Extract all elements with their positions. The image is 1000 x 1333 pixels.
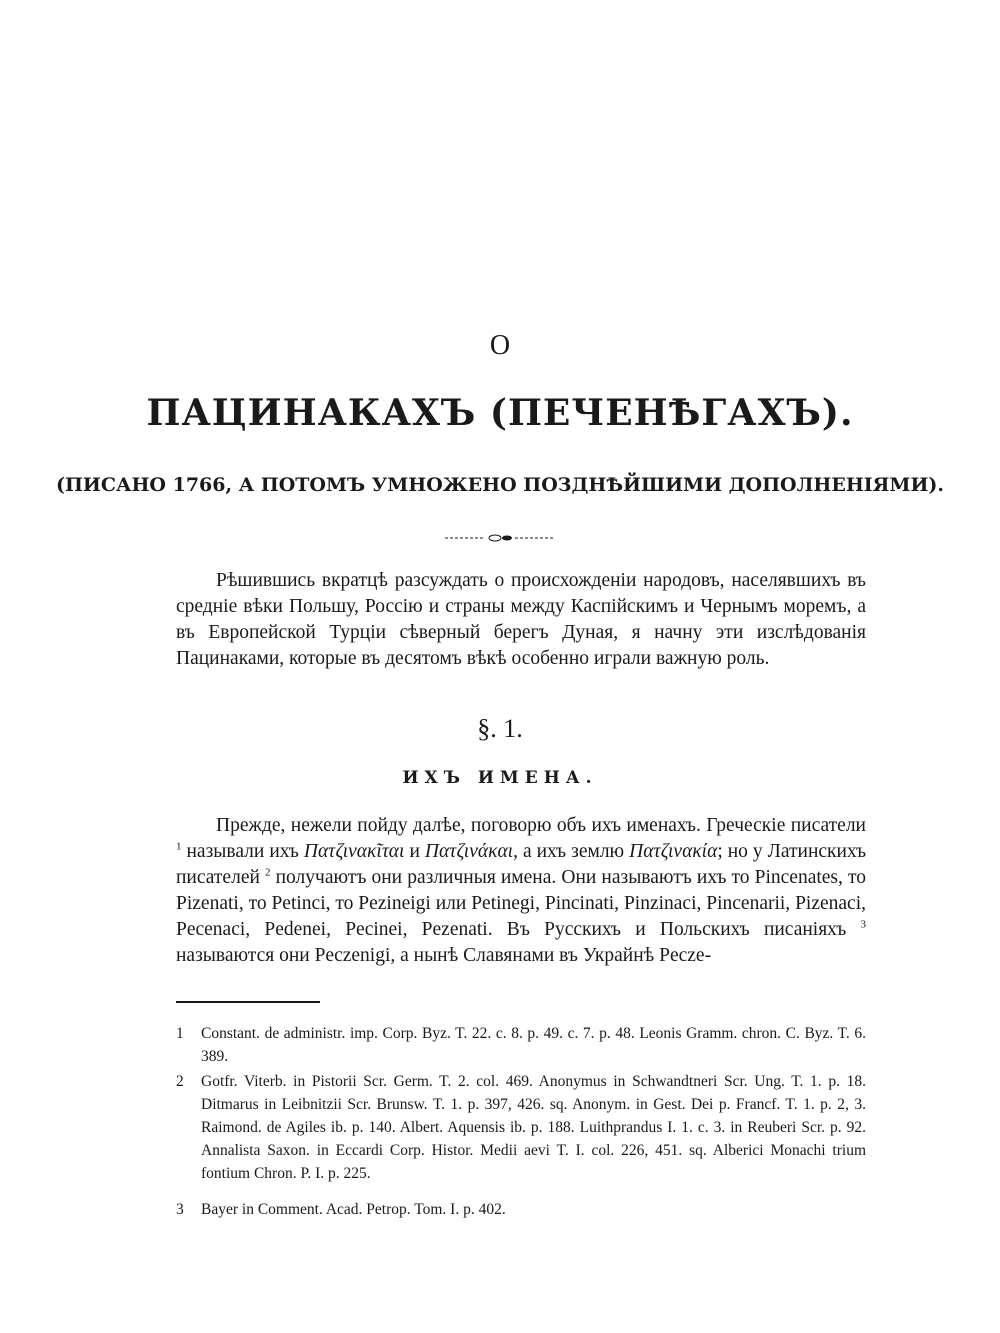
footnote-number: 3 <box>176 1201 184 1218</box>
body-text-5: ; но у Латинскихъ писателей <box>176 841 867 888</box>
footnote-number: 2 <box>176 1073 184 1090</box>
section-heading: ИХЪ ИМЕНА. <box>402 768 598 788</box>
footnote-text: Gotfr. Viterb. in Pistorii Scr. Germ. T. 2. col. 469. Anonymus in Schwandtneri Scr. Ung. T. 1. p. 18. Ditmarus in Leibnitzii Scr. Brunsw. T. 1. p. 397, 426. sq. Anonym. in Gest. Dei p. Francf. T. 1. p. 2, 3. Raimond. de Agiles ib. p. 140. Albert. Aquensis ib. p. 188. Luithprandus I. 1. c. 3. in Reuberi Scr. p. 92. Annalista Saxon. in Eccardi Corp. Histor. Medii aevi T. I. col. 226, 451. sq. Alberici Monachi trium fontium Chron. P. I. p. 225. <box>201 1073 866 1182</box>
page-subtitle: (ПИСАНО 1766, А ПОТОМЪ УМНОЖЕНО ПОЗДНѢЙШИМИ ДОПОЛНЕНІЯМИ). <box>56 474 944 496</box>
flourish-icon <box>445 533 555 543</box>
body-text-7: называются они Peczenigi, а нынѣ Славянами въ Украйнѣ Pecze- <box>176 945 712 966</box>
greek-term-2: Πατζινάκαι <box>424 841 514 862</box>
body-paragraph <box>176 813 866 969</box>
footnote-1 <box>176 1022 866 1068</box>
footnote-ref-1[interactable]: 1 <box>176 840 182 853</box>
footnote-2 <box>176 1070 866 1185</box>
intro-paragraph <box>176 568 866 672</box>
footnote-number: 1 <box>176 1025 184 1042</box>
greek-term-3: Πατζινακία <box>629 841 718 862</box>
footnote-rule <box>176 1001 320 1003</box>
footnote-ref-2[interactable]: 2 <box>265 866 271 879</box>
footnote-ref-3[interactable]: 3 <box>860 918 866 931</box>
body-text-4: , а ихъ землю <box>513 841 625 862</box>
footnote-3 <box>176 1198 866 1221</box>
body-text-1: Прежде, нежели пойду далѣе, поговорю объ ихъ именахъ. Греческіе писатели <box>216 815 866 836</box>
page-title: ПАЦИНАКАХЪ (ПЕЧЕНѢГАХЪ). <box>146 392 854 434</box>
greek-term-1: Πατζινακῖται <box>303 841 405 862</box>
body-text-6: получаютъ они различныя имена. Они называютъ ихъ то Pincenates, то Pizenati, то Petinci, то Pezineigi или Petinegi, Pincinati, Pinzinaci, Pincenarii, Pizenaci, Pecenaci, Pedenei, Pecinei, Pezenati. Въ Русскихъ и Польскихъ писаніяхъ <box>176 867 866 940</box>
footnote-text: Constant. de administr. imp. Corp. Byz. T. 22. c. 8. p. 49. c. 7. p. 48. Leonis Gramm. chron. C. Byz. T. 6. 389. <box>201 1025 866 1065</box>
intro-text: Рѣшившись вкратцѣ разсуждать о происхожденіи народовъ, населявшихъ въ средніе вѣки Польшу, Россію и страны между Каспійскимъ и Чернымъ моремъ, а въ Европейской Турціи сѣверный берегъ Дуная, я начну эти изслѣдованія Пацинаками, которые въ десятомъ вѣкѣ особенно играли важную роль. <box>176 570 866 669</box>
section-number: §. 1. <box>477 714 523 743</box>
body-text-2: называли ихъ <box>186 841 299 862</box>
footnote-text: Bayer in Comment. Acad. Petrop. Tom. I. p. 402. <box>201 1201 506 1218</box>
body-text-3: и <box>409 841 420 862</box>
title-preposition: О <box>489 330 511 361</box>
ornament-divider <box>0 532 1000 546</box>
